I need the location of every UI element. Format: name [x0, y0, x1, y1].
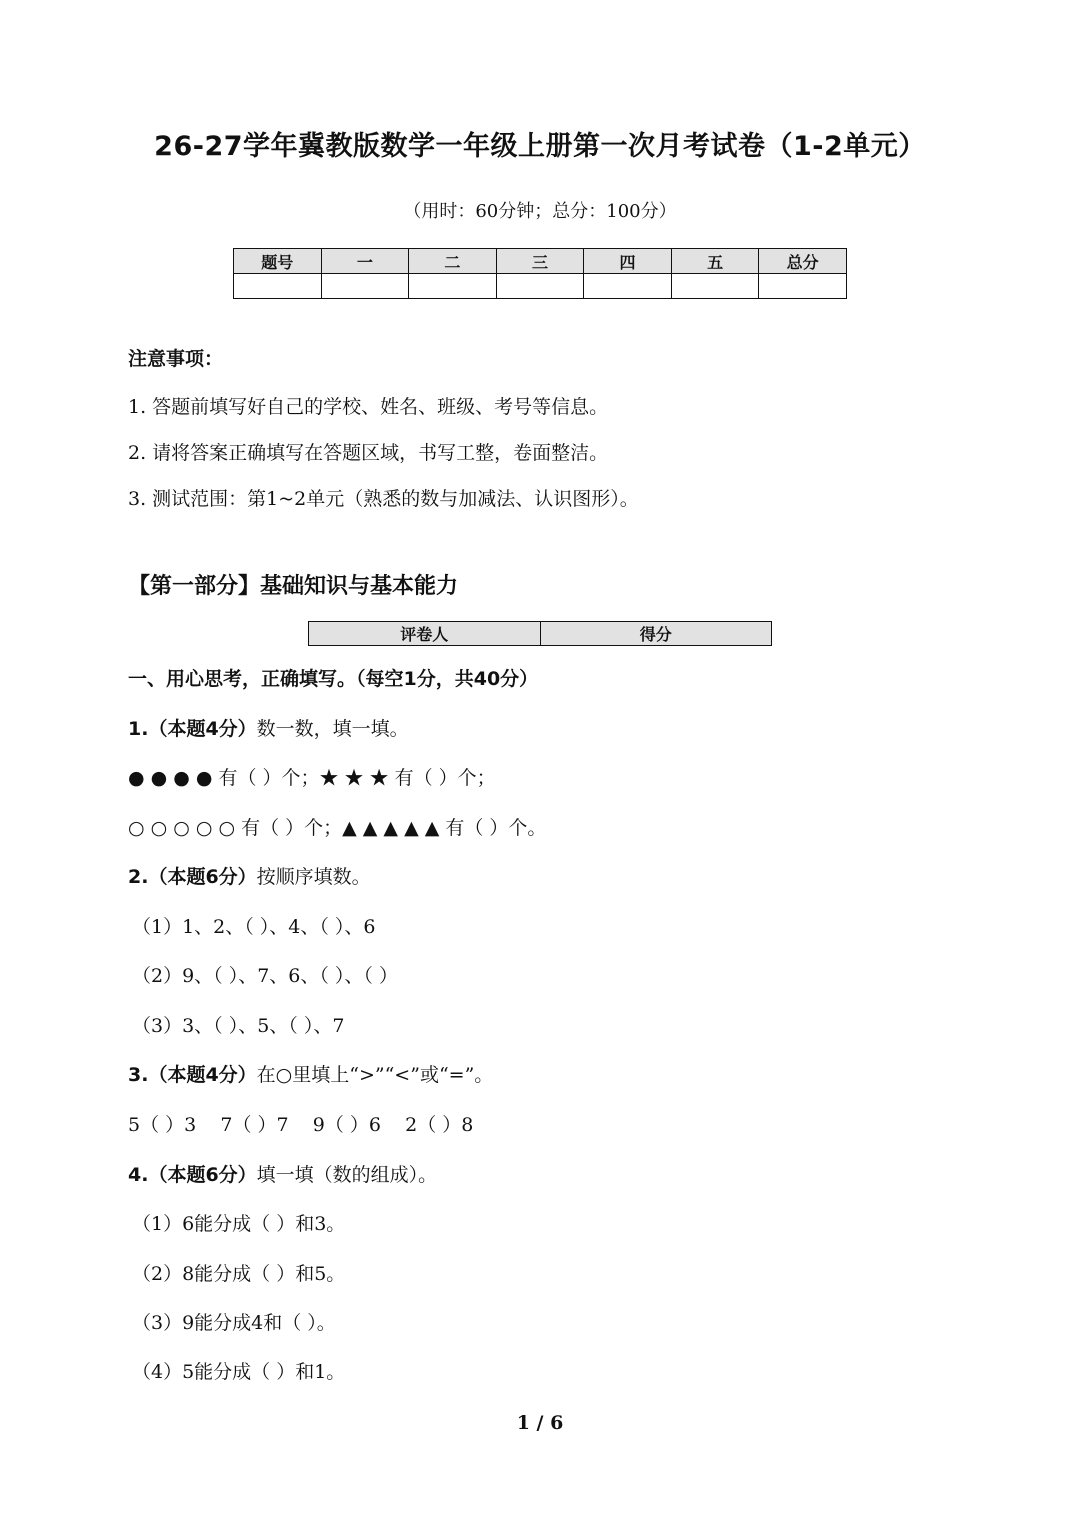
question-line: （1）6能分成（ ）和3。	[132, 1213, 346, 1235]
question-4	[128, 1160, 437, 1187]
question-line: （2）9、（ ）、7、6、（ ）、（ ）	[132, 965, 398, 987]
question-prompt: 数一数，填一填。	[256, 718, 409, 740]
section-title: 【第一部分】基础知识与基本能力	[128, 574, 459, 599]
score-blank-cell[interactable]	[496, 274, 584, 299]
question-line: ● ● ● ● 有（ ）个；★ ★ ★ 有（ ）个；	[128, 767, 496, 789]
score-header-cell: 四	[584, 249, 672, 274]
notes-title: 注意事项：	[128, 348, 224, 370]
score-header-cell: 五	[671, 249, 759, 274]
grader-cell: 评卷人	[309, 622, 541, 646]
question-line: （1）1、2、（ ）、4、（ ）、6	[132, 916, 376, 938]
score-blank-cell[interactable]	[759, 274, 847, 299]
score-header-cell: 一	[321, 249, 409, 274]
part-heading: 一、用心思考，正确填写。（每空1分，共40分）	[128, 668, 539, 690]
score-cell: 得分	[540, 622, 772, 646]
exam-duration-total: （用时：60分钟；总分：100分）	[403, 201, 677, 222]
question-1	[128, 714, 409, 741]
score-table-blank-row	[234, 274, 847, 299]
grader-table	[308, 621, 772, 646]
question-label: 3.（本题4分）	[128, 1064, 257, 1086]
note-item: 1. 答题前填写好自己的学校、姓名、班级、考号等信息。	[128, 396, 609, 418]
score-blank-cell[interactable]	[321, 274, 409, 299]
score-header-cell: 题号	[234, 249, 322, 274]
score-header-cell: 总分	[759, 249, 847, 274]
question-line: （2）8能分成（ ）和5。	[132, 1263, 346, 1285]
question-2	[128, 862, 371, 889]
question-label: 4.（本题6分）	[128, 1164, 257, 1186]
question-prompt: 在○里填上“>”“<”或“=”。	[256, 1064, 494, 1086]
question-line: （3）3、（ ）、5、（ ）、7	[132, 1015, 345, 1037]
score-header-cell: 二	[409, 249, 497, 274]
score-blank-cell[interactable]	[234, 274, 322, 299]
score-header-cell: 三	[496, 249, 584, 274]
question-prompt: 填一填（数的组成）。	[256, 1164, 438, 1186]
question-line: （4）5能分成（ ）和1。	[132, 1361, 346, 1383]
page-title: 26-27学年冀教版数学一年级上册第一次月考试卷（1-2单元）	[154, 131, 926, 162]
question-line: 5（ ）3 7（ ）7 9（ ）6 2（ ）8	[128, 1114, 474, 1136]
question-line: （3）9能分成4和（ ）。	[132, 1312, 336, 1334]
page-number: 1 / 6	[516, 1412, 564, 1434]
score-blank-cell[interactable]	[671, 274, 759, 299]
question-label: 2.（本题6分）	[128, 866, 257, 888]
score-blank-cell[interactable]	[409, 274, 497, 299]
question-prompt: 按顺序填数。	[256, 866, 371, 888]
note-item: 2. 请将答案正确填写在答题区域，书写工整，卷面整洁。	[128, 442, 609, 464]
note-item: 3. 测试范围：第1~2单元（熟悉的数与加减法、认识图形）。	[128, 488, 639, 510]
score-table-header-row	[234, 249, 847, 274]
question-line: ○ ○ ○ ○ ○ 有（ ）个；▲ ▲ ▲ ▲ ▲ 有（ ）个。	[128, 817, 547, 839]
score-blank-cell[interactable]	[584, 274, 672, 299]
question-label: 1.（本题4分）	[128, 718, 257, 740]
score-table	[233, 248, 847, 299]
question-3	[128, 1060, 493, 1087]
